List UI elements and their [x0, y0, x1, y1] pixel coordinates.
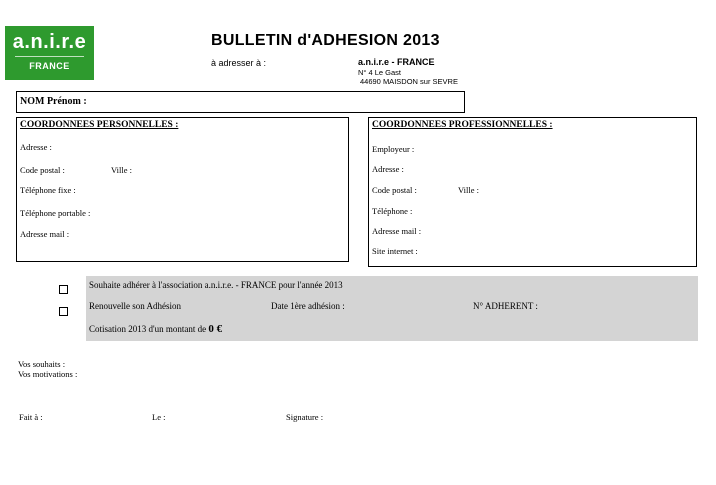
name-field[interactable]: [16, 91, 465, 113]
personal-phone-fixed-field[interactable]: Téléphone fixe :: [20, 185, 76, 195]
professional-coordinates-box: [368, 117, 697, 267]
fee-amount: 0 €: [208, 323, 223, 335]
name-field-label: NOM Prénom :: [20, 96, 87, 107]
personal-email-field[interactable]: Adresse mail :: [20, 229, 70, 239]
personal-section-title: COORDONNEES PERSONNELLES :: [20, 120, 179, 130]
pro-postal-code-field[interactable]: Code postal :: [372, 185, 417, 195]
professional-section-title: COORDONNEES PROFESSIONNELLES :: [372, 120, 553, 130]
first-membership-date-field[interactable]: Date 1ère adhésion :: [271, 301, 345, 311]
motivations-field[interactable]: Vos motivations :: [18, 369, 78, 379]
address-line1: N° 4 Le Gast: [358, 68, 402, 77]
pro-website-field[interactable]: Site internet :: [372, 246, 418, 256]
pro-employer-field[interactable]: Employeur :: [372, 144, 415, 154]
pro-phone-field[interactable]: Téléphone :: [372, 206, 413, 216]
signature-field[interactable]: Signature :: [286, 412, 324, 422]
logo-country: FRANCE: [29, 61, 70, 71]
personal-address-field[interactable]: Adresse :: [20, 142, 52, 152]
join-checkbox[interactable]: [59, 285, 68, 294]
logo-divider: [15, 56, 84, 57]
renew-checkbox[interactable]: [59, 307, 68, 316]
pro-address-field[interactable]: Adresse :: [372, 164, 404, 174]
address-line2: 44690 MAISDON sur SEVRE: [360, 77, 458, 86]
done-at-field[interactable]: Fait à :: [19, 412, 43, 422]
wishes-field[interactable]: Vos souhaits :: [18, 359, 66, 369]
member-number-field[interactable]: N° ADHERENT :: [473, 301, 538, 311]
personal-city-field[interactable]: Ville :: [111, 165, 132, 175]
personal-postal-code-field[interactable]: Code postal :: [20, 165, 65, 175]
join-text: Souhaite adhérer à l'association a.n.i.r.e. - FRANCE pour l'année 2013: [89, 280, 343, 290]
fee-text: Cotisation 2013 d'un montant de: [89, 324, 207, 334]
fee-line: [89, 323, 222, 335]
form-title: BULLETIN d'ADHESION 2013: [211, 32, 440, 49]
renew-text: Renouvelle son Adhésion: [89, 301, 181, 311]
logo-brand: a.n.i.r.e: [12, 31, 87, 53]
personal-phone-mobile-field[interactable]: Téléphone portable :: [20, 208, 91, 218]
address-label: à adresser à :: [211, 58, 267, 68]
pro-email-field[interactable]: Adresse mail :: [372, 226, 422, 236]
pro-city-field[interactable]: Ville :: [458, 185, 479, 195]
anire-logo: [5, 26, 94, 80]
date-field[interactable]: Le :: [152, 412, 166, 422]
membership-panel: [86, 276, 698, 341]
address-org-name: a.n.i.r.e - FRANCE: [358, 57, 435, 67]
personal-coordinates-box: [16, 117, 349, 262]
